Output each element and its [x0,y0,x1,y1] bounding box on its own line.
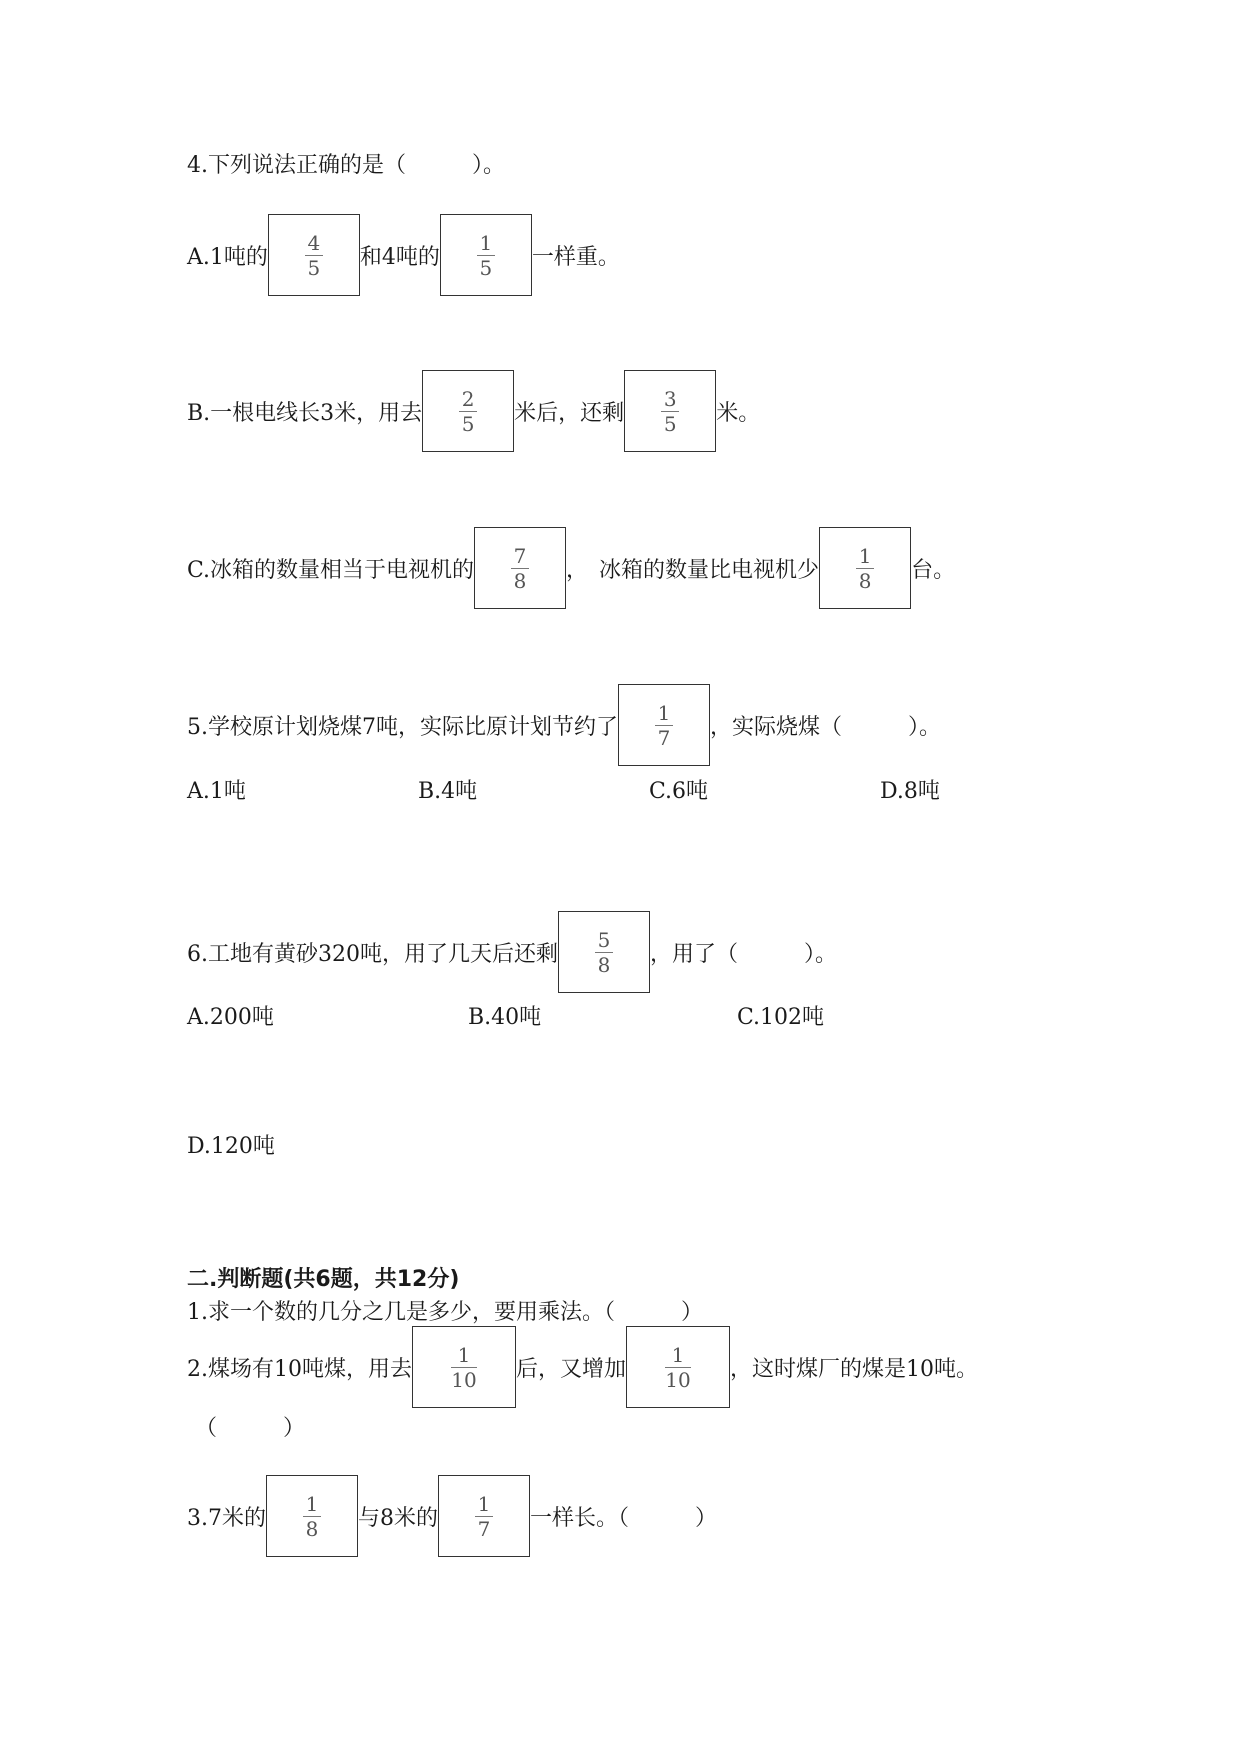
q5-text-1: 5.学校原计划烧煤7吨，实际比原计划节约了 [187,714,618,740]
fraction [663,1344,692,1391]
numerator: 4 [307,230,321,255]
q4-a-text-3: 一样重。 [531,244,620,270]
q4-c-fraction-box-2 [819,527,911,609]
fraction [856,545,874,592]
numerator: 2 [461,386,475,411]
numerator: 1 [477,1491,491,1516]
q5-option-d: D.8吨 [880,779,940,804]
q5-option-a: A.1吨 [187,779,246,804]
q5-option-b: B.4吨 [418,779,478,804]
denominator: 7 [477,1516,491,1541]
q6-stem [187,909,837,995]
fraction [449,1344,478,1391]
numerator: 5 [597,927,611,952]
judge-q3-fraction-box-2 [438,1475,530,1557]
numerator: 1 [657,700,671,725]
q4-option-a [187,212,620,298]
judge-q2-answer-paren: （ ） [195,1416,306,1441]
q4-b-text-1: B.一根电线长3米，用去 [187,400,423,426]
numerator: 1 [858,543,872,568]
judge-q2-text-1: 2.煤场有10吨煤，用去 [187,1356,412,1382]
judge-q3-fraction-box-1 [266,1475,358,1557]
numerator: 1 [479,230,493,255]
q4-c-fraction-box-1 [474,527,566,609]
judge-q3 [187,1473,717,1559]
q4-a-fraction-box-1 [268,214,360,296]
fraction [477,232,495,279]
judge-q2-text-2: 后，又增加 [516,1356,627,1382]
q6-option-d: D.120吨 [187,1134,275,1159]
judge-q3-text-3: 一样长。（ ） [530,1505,718,1531]
judge-q3-text-2: 与8米的 [358,1505,438,1531]
judge-q2 [187,1324,978,1410]
q6-option-a: A.200吨 [187,1005,274,1030]
q4-a-fraction-box-2 [440,214,532,296]
denominator: 10 [451,1367,477,1392]
numerator: 3 [663,386,677,411]
denominator: 5 [663,411,677,436]
denominator: 5 [479,255,493,280]
q4-option-c [187,525,955,611]
denominator: 5 [461,411,475,436]
denominator: 7 [657,725,671,750]
judge-q1: 1.求一个数的几分之几是多少，要用乘法。（ ） [187,1300,703,1325]
q4-option-b [187,368,760,454]
fraction [303,1493,321,1540]
numerator: 1 [305,1491,319,1516]
fraction [655,702,673,749]
q4-c-text-3: 台。 [911,557,956,583]
section-title: 二.判断题(共6题，共12分) [187,1267,460,1292]
q4-c-text-1: C.冰箱的数量相当于电视机的 [187,557,475,583]
q4-stem: 4.下列说法正确的是（ ）。 [187,153,505,178]
fraction [511,545,529,592]
q4-b-fraction-box-1 [422,370,514,452]
q6-option-b: B.40吨 [468,1005,542,1030]
judge-q2-fraction-box-1 [412,1326,516,1408]
numerator: 1 [457,1342,471,1367]
q5-option-c: C.6吨 [649,779,709,804]
denominator: 8 [858,568,872,593]
q6-text-2: ，用了（ ）。 [649,941,837,967]
denominator: 8 [597,952,611,977]
judge-q2-fraction-box-2 [626,1326,730,1408]
q4-b-text-3: 米。 [716,400,761,426]
fraction [475,1493,493,1540]
q5-stem [187,682,941,768]
q5-text-2: ，实际烧煤（ ）。 [710,714,942,740]
q4-a-text-2: 和4吨的 [359,244,440,270]
denominator: 8 [305,1516,319,1541]
q6-text-1: 6.工地有黄砂320吨，用了几天后还剩 [187,941,558,967]
denominator: 10 [665,1367,691,1392]
q6-option-c: C.102吨 [737,1005,825,1030]
fraction [661,388,679,435]
denominator: 8 [513,568,527,593]
q6-fraction-box [558,911,650,993]
q5-fraction-box [618,684,710,766]
q4-c-text-2: ， 冰箱的数量比电视机少 [566,557,820,583]
fraction [305,232,323,279]
denominator: 5 [307,255,321,280]
fraction [595,929,613,976]
numerator: 1 [671,1342,685,1367]
fraction [459,388,477,435]
q4-b-text-2: 米后，还剩 [514,400,625,426]
judge-q2-text-3: ，这时煤厂的煤是10吨。 [730,1356,979,1382]
judge-q3-text-1: 3.7米的 [187,1505,266,1531]
numerator: 7 [513,543,527,568]
q4-b-fraction-box-2 [624,370,716,452]
q4-a-text-1: A.1吨的 [187,244,268,270]
